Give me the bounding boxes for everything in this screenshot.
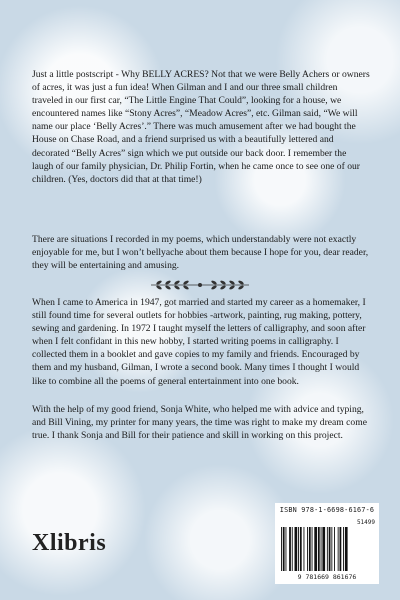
barcode-bars (280, 527, 374, 571)
acknowledgements-paragraph: With the help of my good friend, Sonja White, who helped me with advice and typing, and Bill Vining, my printer for many years, the time was right to make my dream come true. I thank Sonja and Bill for their patience and skill in working on this project. (32, 404, 367, 442)
laurel-divider-icon (147, 279, 253, 291)
publisher-logo: Xlibris (32, 530, 107, 556)
isbn-label: ISBN 978-1-6698-6167-6 (279, 506, 375, 514)
hobbies-paragraph: When I came to America in 1947, got married and started my career as a homemaker, I still found time for several outlets for hobbies -artwork, painting, rug making, pottery, sewing and gardening. In 1972 I taught myself the letters of calligraphy, and soon after when I felt confidant in this new hobby, I started writing poems in calligraphy. I collected them in a booklet and gave copies to my family and friends. Encouraged by them and my husband, Gilman, I wrote a second book. Many times I thought I would like to combine all the poems of general entertainment into one book. (32, 297, 366, 387)
barcode-digits: 9 781669 861676 (297, 573, 357, 581)
postscript-paragraph: Just a little postscript - Why BELLY ACRES? Not that we were Belly Achers or owners of acres, it was just a fun idea! When Gilman and I and our three small children traveled in our first car, “The Little Engine That Could”, looking for a house, we encountered names like “Stony Acres”, “Meadow Acres”, etc. Gilman said, “We will name our place ‘Belly Acres’.” There was much amusement after we had bought the House on Chase Road, and a friend surprised us with a beautifully lettered and decorated “Belly Acres” sign which we put outside our back door. I remember the laugh of our family physician, Dr. Philip Fortin, when he came once to see one of our children. (Yes, doctors did that at that time!) (32, 69, 370, 185)
isbn-barcode (275, 503, 379, 584)
price-code: 51499 (356, 519, 375, 526)
poems-note-paragraph: There are situations I recorded in my poems, which understandably were not exactly enjoyable for me, but I won’t bellyache about them because I hope for you, dear reader, they will be entertaining and amusing. (32, 234, 369, 272)
